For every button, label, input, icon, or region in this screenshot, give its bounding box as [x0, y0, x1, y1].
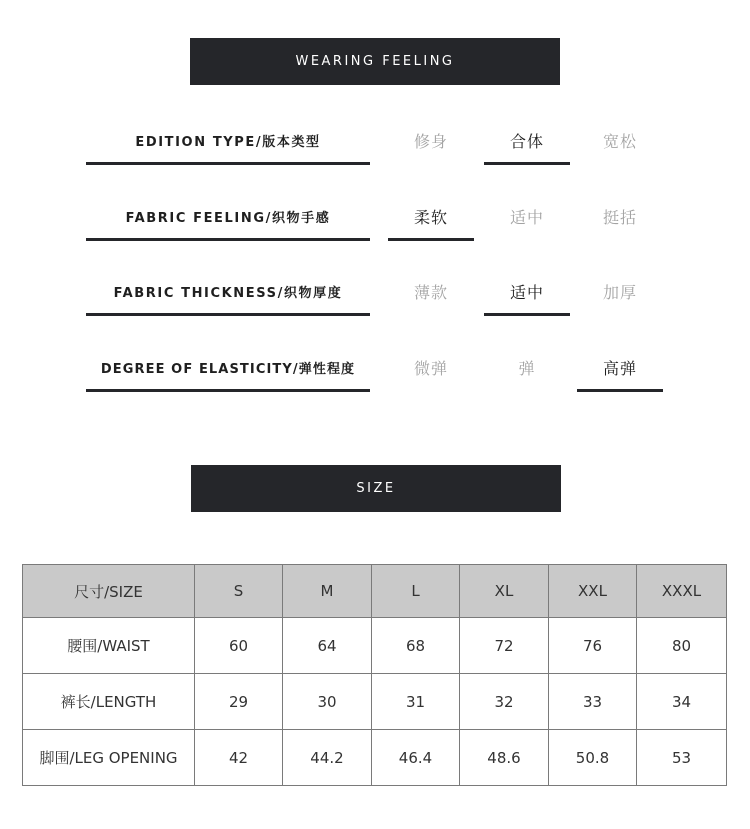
option-edition-loose: 宽松: [602, 131, 637, 151]
header-size-xl: XL: [460, 565, 549, 618]
option-fabric-soft: 柔软: [388, 194, 474, 241]
table-cell: 72: [460, 618, 549, 674]
attribute-row-edition-type: [0, 118, 750, 168]
option-elasticity-stretch: 弹: [518, 358, 536, 378]
wearing-feeling-banner: [190, 38, 560, 85]
option-elasticity-slight: 微弹: [413, 358, 448, 378]
attribute-row-fabric-feeling: [0, 194, 750, 244]
table-cell: 29: [195, 674, 283, 730]
table-cell: 34: [637, 674, 727, 730]
table-cell: 53: [637, 730, 727, 786]
option-fabric-crisp: 挺括: [602, 207, 637, 227]
table-cell: 32: [460, 674, 549, 730]
wearing-feeling-title: WEARING FEELING: [295, 54, 455, 69]
header-size-xxl: XXL: [549, 565, 637, 618]
table-cell: 46.4: [372, 730, 460, 786]
table-row-length: [23, 674, 727, 730]
size-banner: [191, 465, 561, 512]
attribute-label-elasticity: DEGREE OF ELASTICITY/弹性程度: [86, 345, 370, 392]
table-cell: 42: [195, 730, 283, 786]
row-label-length: 裤长/LENGTH: [23, 674, 195, 730]
attribute-row-fabric-thickness: [0, 269, 750, 319]
table-row-leg-opening: [23, 730, 727, 786]
table-cell: 80: [637, 618, 727, 674]
attribute-label-edition-type: EDITION TYPE/版本类型: [86, 118, 370, 165]
table-cell: 30: [283, 674, 372, 730]
option-edition-slim: 修身: [413, 131, 448, 151]
option-elasticity-high: 高弹: [577, 345, 663, 392]
option-fabric-moderate: 适中: [509, 207, 544, 227]
attribute-label-fabric-feeling: FABRIC FEELING/织物手感: [86, 194, 370, 241]
header-size-xxxl: XXXL: [637, 565, 727, 618]
table-cell: 44.2: [283, 730, 372, 786]
header-size-l: L: [372, 565, 460, 618]
attribute-row-elasticity: [0, 345, 750, 395]
table-cell: 33: [549, 674, 637, 730]
table-cell: 68: [372, 618, 460, 674]
table-cell: 64: [283, 618, 372, 674]
option-edition-regular: 合体: [484, 118, 570, 165]
header-size-label: 尺寸/SIZE: [23, 565, 195, 618]
table-cell: 48.6: [460, 730, 549, 786]
header-size-m: M: [283, 565, 372, 618]
attribute-label-fabric-thickness: FABRIC THICKNESS/织物厚度: [86, 269, 370, 316]
size-table: [22, 564, 727, 786]
header-size-s: S: [195, 565, 283, 618]
table-cell: 50.8: [549, 730, 637, 786]
table-row-waist: [23, 618, 727, 674]
row-label-leg-opening: 脚围/LEG OPENING: [23, 730, 195, 786]
row-label-waist: 腰围/WAIST: [23, 618, 195, 674]
table-cell: 60: [195, 618, 283, 674]
option-thickness-moderate: 适中: [484, 269, 570, 316]
option-thickness-thick: 加厚: [602, 282, 637, 302]
option-thickness-thin: 薄款: [413, 282, 448, 302]
size-table-header-row: [23, 565, 727, 618]
table-cell: 31: [372, 674, 460, 730]
size-title: SIZE: [356, 481, 396, 496]
table-cell: 76: [549, 618, 637, 674]
